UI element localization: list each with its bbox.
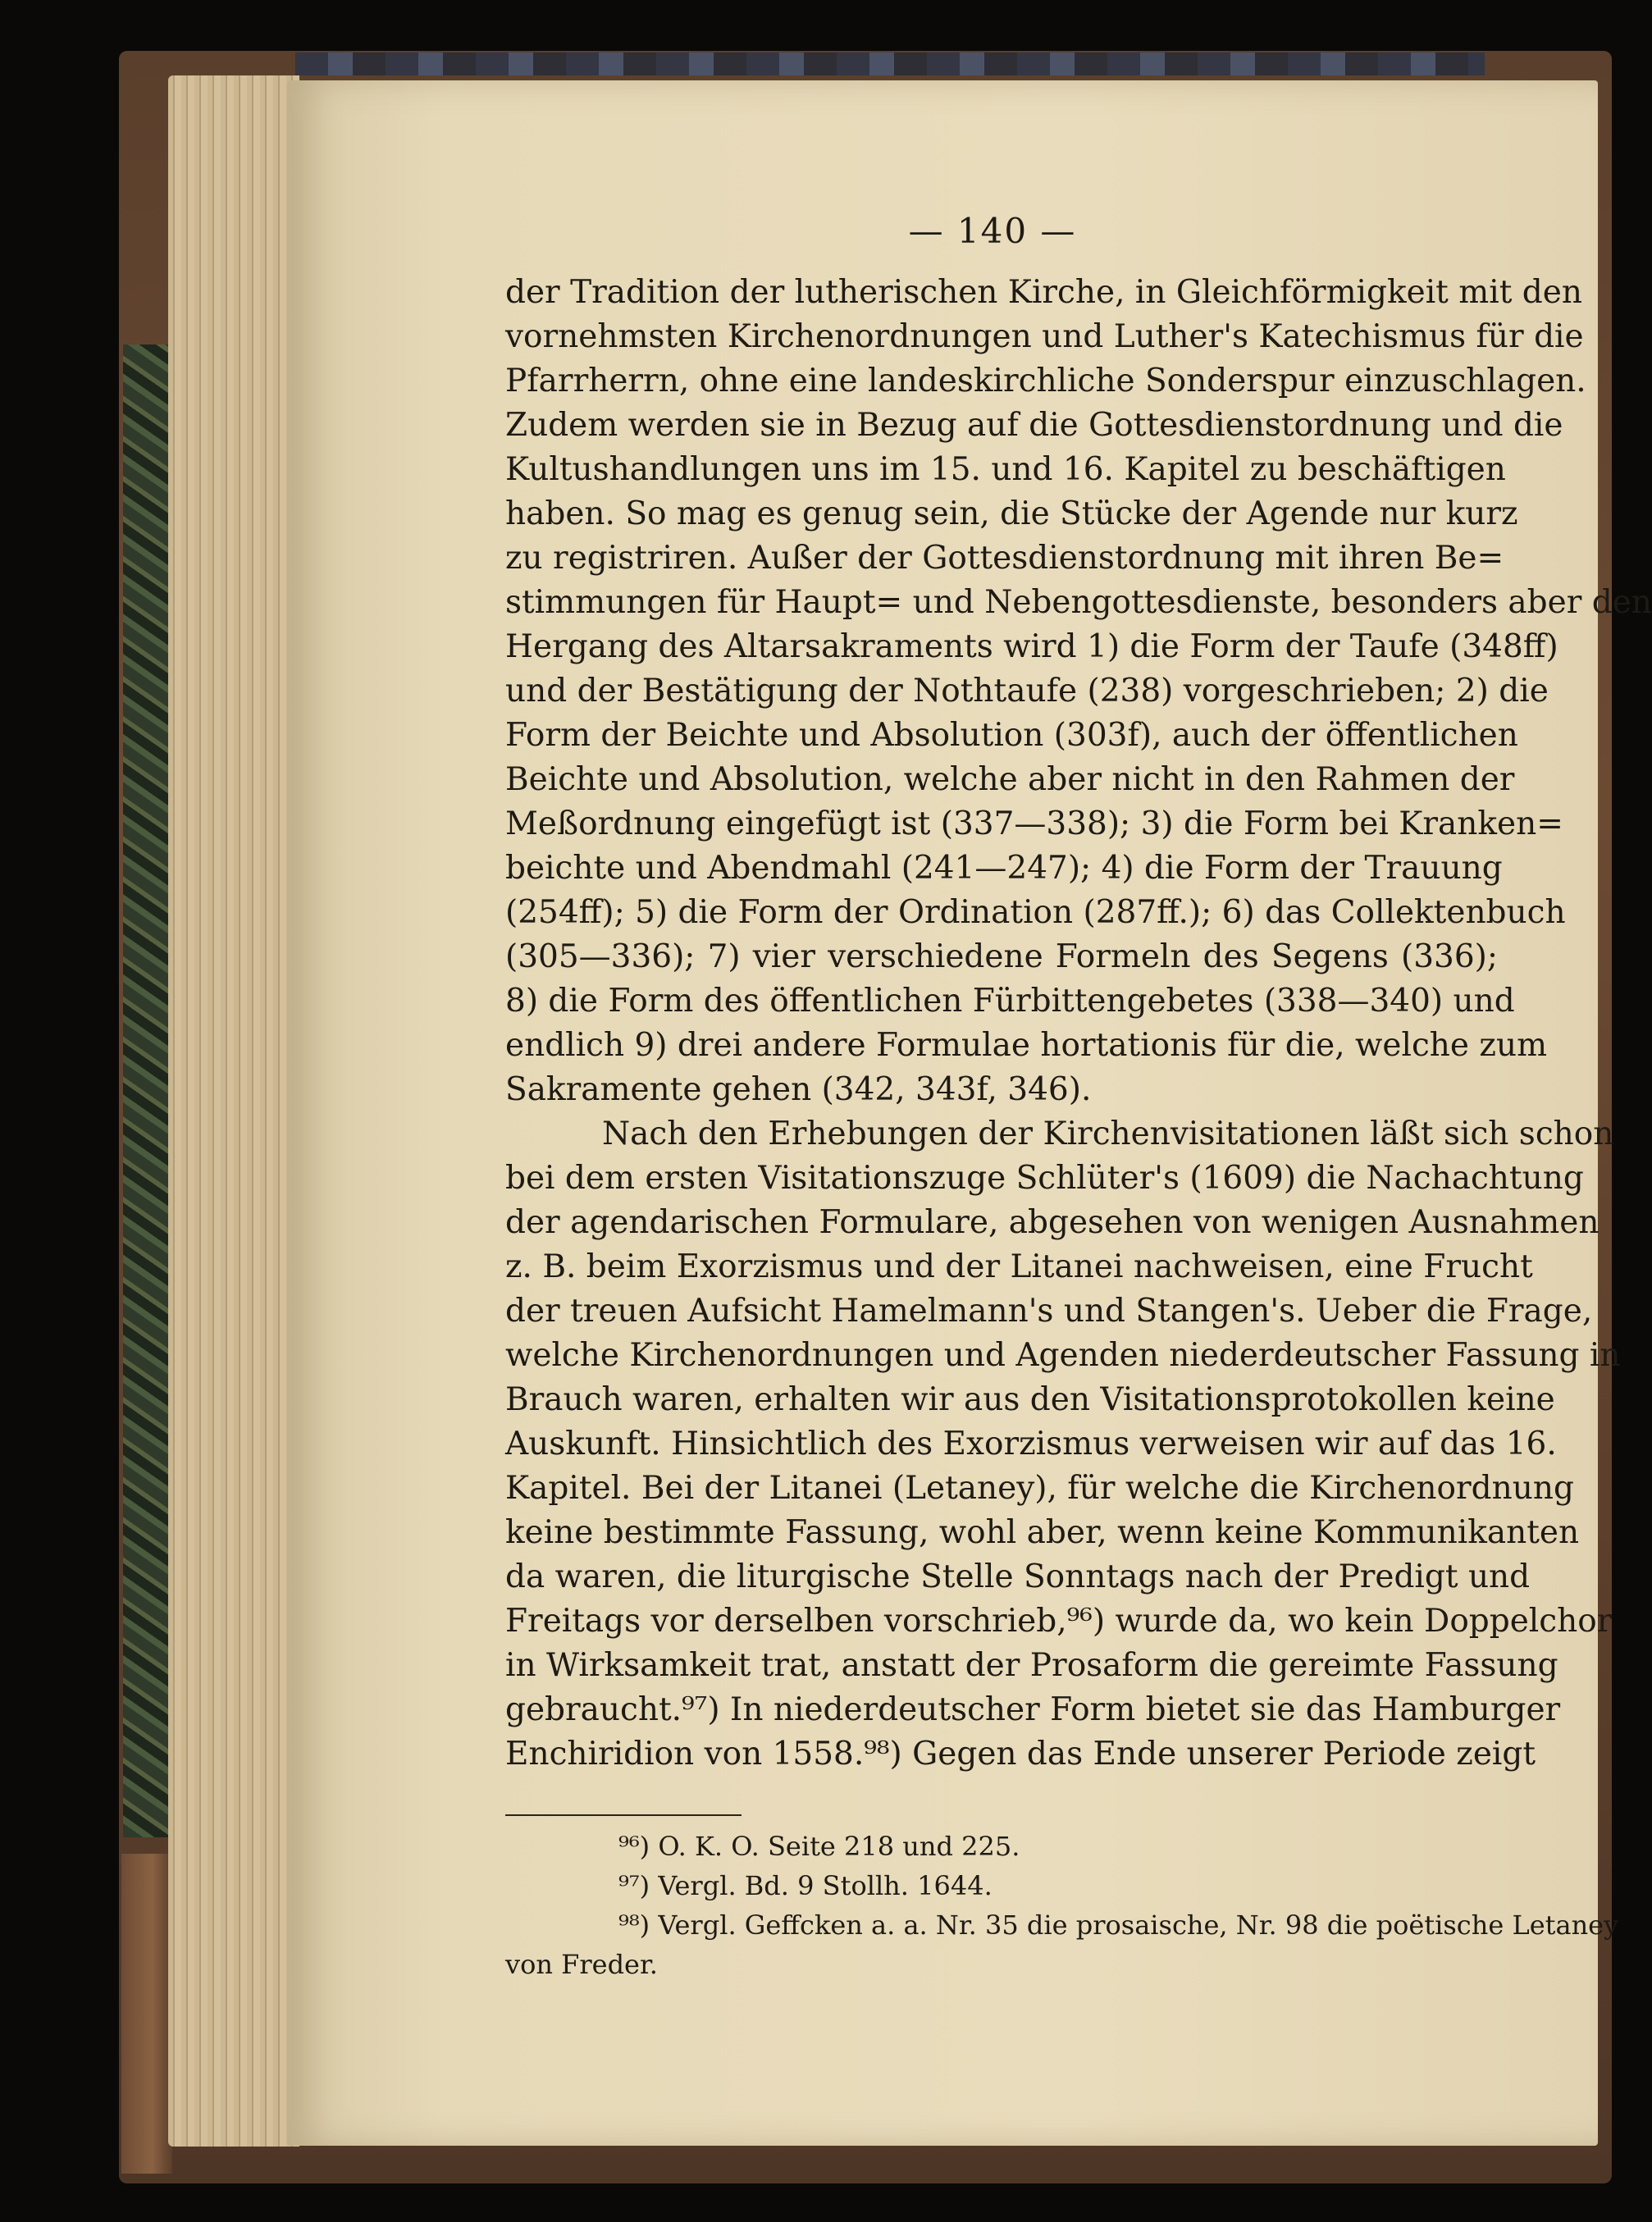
text-line: der agendarischen Formulare, abgesehen von wenigen Ausnahmen bbox=[505, 1204, 1600, 1241]
text-line: Freitags vor derselben vorschrieb,⁹⁶) wurde da, wo kein Doppelchor bbox=[505, 1603, 1613, 1640]
footnote: ⁹⁸) Vergl. Geffcken a. a. Nr. 35 die prosaische, Nr. 98 die poëtische Letaney bbox=[618, 1909, 1619, 1941]
footnote: ⁹⁶) O. K. O. Seite 218 und 225. bbox=[618, 1831, 1020, 1862]
page-number: — 140 — bbox=[908, 211, 1077, 251]
top-binding-strip bbox=[295, 52, 1485, 75]
text-line: z. B. beim Exorzismus und der Litanei nachweisen, eine Frucht bbox=[505, 1248, 1533, 1285]
text-line: endlich 9) drei andere Formulae hortationis für die, welche zum bbox=[505, 1027, 1548, 1064]
text-line: Sakramente gehen (342, 343f, 346). bbox=[505, 1071, 1092, 1108]
marbled-edge bbox=[123, 344, 171, 1837]
text-line: (305—336); 7) vier verschiedene Formeln des Segens (336); bbox=[505, 938, 1498, 975]
page-edges bbox=[168, 75, 299, 2147]
text-line: der treuen Aufsicht Hamelmann's und Stangen's. Ueber die Frage, bbox=[505, 1293, 1593, 1330]
text-line: Pfarrherrn, ohne eine landeskirchliche Sonderspur einzuschlagen. bbox=[505, 363, 1586, 399]
text-line: keine bestimmte Fassung, wohl aber, wenn keine Kommunikanten bbox=[505, 1514, 1580, 1551]
text-line: vornehmsten Kirchenordnungen und Luther's Katechismus für die bbox=[505, 318, 1584, 355]
text-line: Meßordnung eingefügt ist (337—338); 3) die Form bei Kranken= bbox=[505, 805, 1563, 842]
text-line: Kapitel. Bei der Litanei (Letaney), für welche die Kirchenordnung bbox=[505, 1470, 1574, 1507]
text-line: haben. So mag es genug sein, die Stücke der Agende nur kurz bbox=[505, 495, 1518, 532]
footnote-divider bbox=[505, 1814, 742, 1816]
text-line: Enchiridion von 1558.⁹⁸) Gegen das Ende unserer Periode zeigt bbox=[505, 1736, 1536, 1773]
text-line: da waren, die liturgische Stelle Sonntags nach der Predigt und bbox=[505, 1558, 1531, 1595]
text-line: Hergang des Altarsakraments wird 1) die Form der Taufe (348ff) bbox=[505, 628, 1558, 665]
text-line: Nach den Erhebungen der Kirchenvisitationen läßt sich schon bbox=[602, 1116, 1614, 1152]
text-line: zu registriren. Außer der Gottesdienstordnung mit ihren Be= bbox=[505, 540, 1504, 577]
text-line: in Wirksamkeit trat, anstatt der Prosaform die gereimte Fassung bbox=[505, 1647, 1558, 1684]
text-line: welche Kirchenordnungen und Agenden niederdeutscher Fassung in bbox=[505, 1337, 1621, 1374]
text-line: Zudem werden sie in Bezug auf die Gottesdienstordnung und die bbox=[505, 407, 1563, 444]
text-line: Brauch waren, erhalten wir aus den Visitationsprotokollen keine bbox=[505, 1381, 1555, 1418]
text-line: 8) die Form des öffentlichen Fürbittengebetes (338—340) und bbox=[505, 983, 1515, 1020]
text-line: (254ff); 5) die Form der Ordination (287ff.); 6) das Collektenbuch bbox=[505, 894, 1566, 931]
footnote-continuation: von Freder. bbox=[505, 1949, 658, 1980]
text-line: Kultushandlungen uns im 15. und 16. Kapitel zu beschäftigen bbox=[505, 451, 1506, 488]
text-line: der Tradition der lutherischen Kirche, in Gleichförmigkeit mit den bbox=[505, 274, 1582, 311]
text-line: Auskunft. Hinsichtlich des Exorzismus verweisen wir auf das 16. bbox=[505, 1426, 1557, 1462]
text-line: gebraucht.⁹⁷) In niederdeutscher Form bietet sie das Hamburger bbox=[505, 1691, 1561, 1728]
text-line: Form der Beichte und Absolution (303f), auch der öffentlichen bbox=[505, 717, 1518, 754]
footnote: ⁹⁷) Vergl. Bd. 9 Stollh. 1644. bbox=[618, 1870, 993, 1901]
text-line: und der Bestätigung der Nothtaufe (238) vorgeschrieben; 2) die bbox=[505, 673, 1549, 709]
text-line: Beichte und Absolution, welche aber nicht in den Rahmen der bbox=[505, 761, 1515, 798]
text-line: stimmungen für Haupt= und Nebengottesdienste, besonders aber den bbox=[505, 584, 1652, 621]
text-line: beichte und Abendmahl (241—247); 4) die Form der Trauung bbox=[505, 850, 1503, 887]
leather-corner bbox=[121, 1854, 172, 2174]
text-line: bei dem ersten Visitationszuge Schlüter's (1609) die Nachachtung bbox=[505, 1160, 1584, 1197]
